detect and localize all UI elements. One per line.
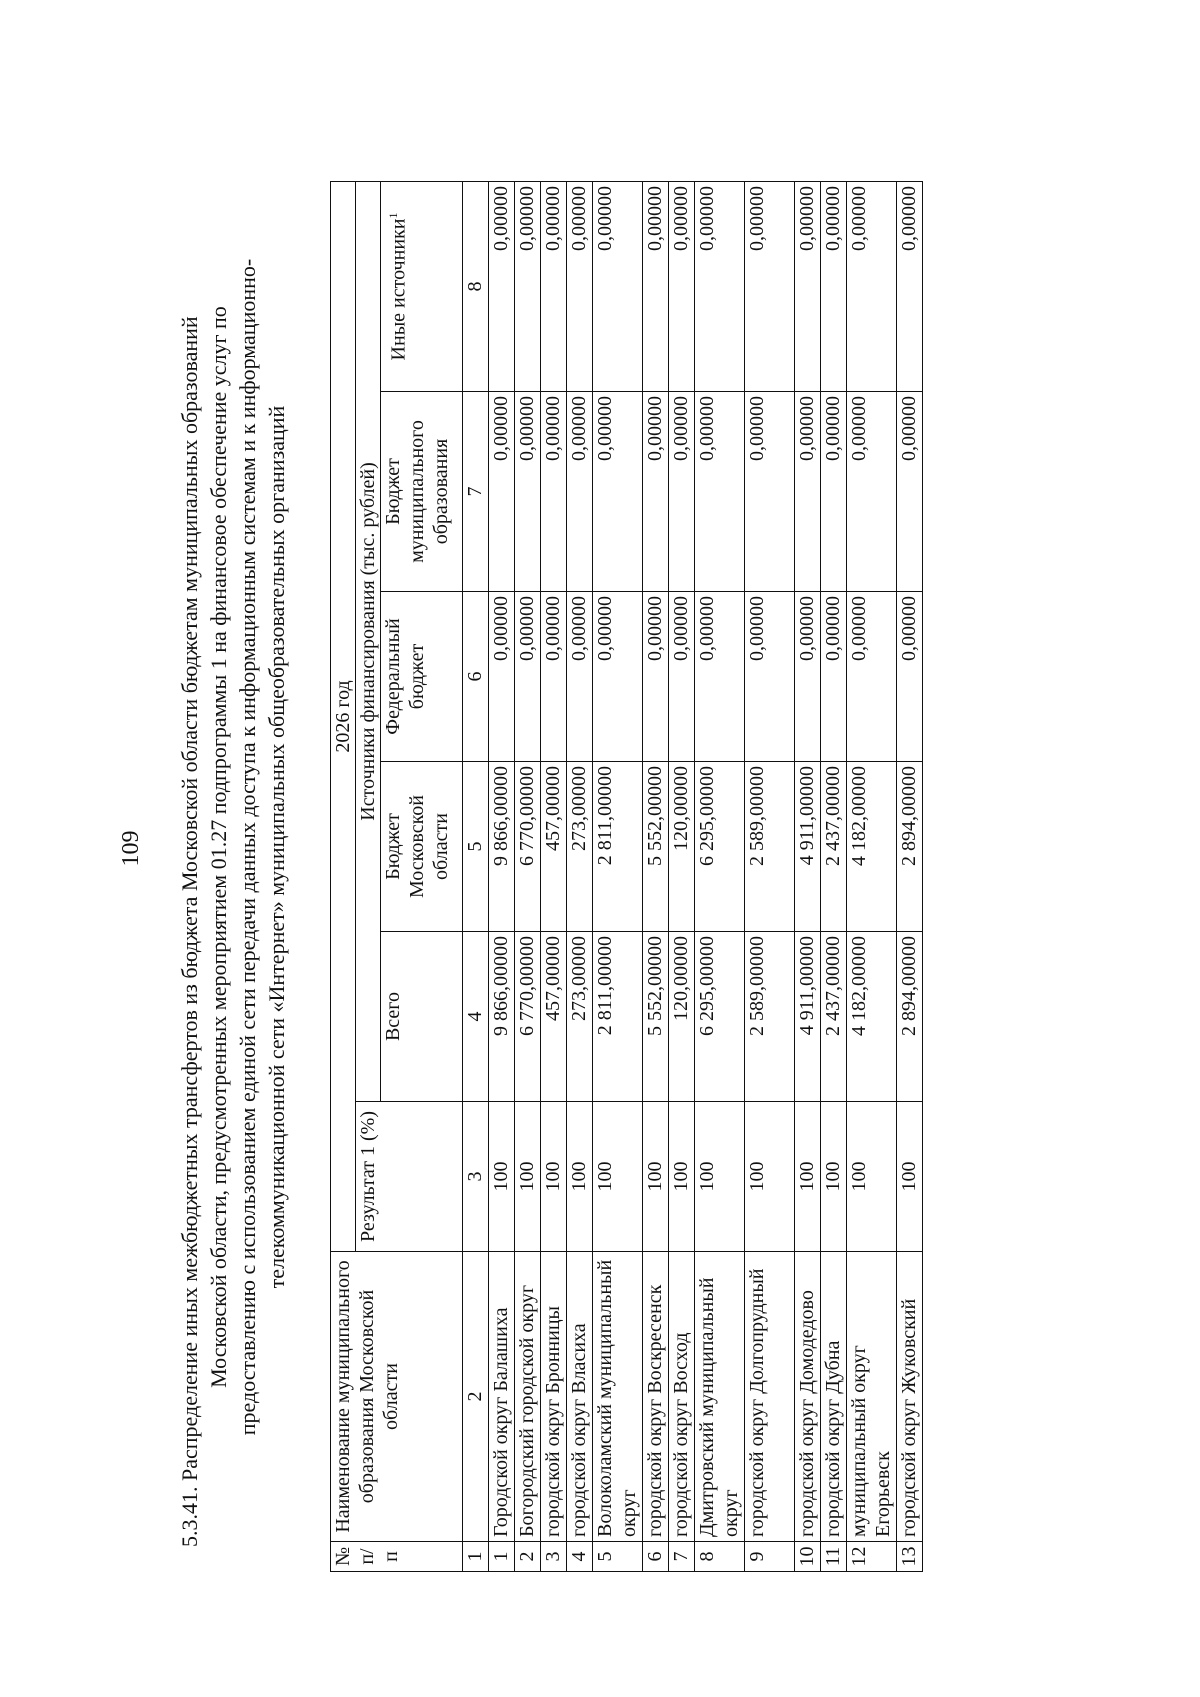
row-result: 100 <box>897 1102 923 1252</box>
row-other: 0,00000 <box>593 181 643 391</box>
document-heading <box>175 147 291 1547</box>
row-total: 5 552,00000 <box>643 932 669 1102</box>
row-other: 0,00000 <box>745 181 795 391</box>
heading-line: Московской области, предусмотренных мероприятием 01.27 подпрограммы 1 на финансовое обеспечение услуг по <box>206 306 231 1388</box>
table-row <box>489 181 515 1571</box>
row-total: 2 437,00000 <box>821 932 847 1102</box>
column-number: 2 <box>463 1252 489 1542</box>
row-other: 0,00000 <box>643 181 669 391</box>
row-name: Дмитровский муниципальный округ <box>695 1252 745 1542</box>
row-federal: 0,00000 <box>847 592 897 762</box>
row-federal: 0,00000 <box>489 592 515 762</box>
transfers-table <box>330 181 923 1572</box>
heading-line: телекоммуникационной сети «Интернет» муниципальных общеобразовательных организаций <box>264 405 289 1289</box>
column-number: 3 <box>463 1102 489 1252</box>
row-name: Волоколамский муниципальный округ <box>593 1252 643 1542</box>
row-num: 9 <box>745 1542 795 1572</box>
row-total: 2 811,00000 <box>593 932 643 1102</box>
row-num: 10 <box>795 1542 821 1572</box>
row-total: 6 770,00000 <box>515 932 541 1102</box>
heading-line: предоставлению с использованием единой сети передачи данных доступа к информационным системам и к информационно- <box>235 258 260 1436</box>
row-federal: 0,00000 <box>795 592 821 762</box>
header-sources: Источники финансирования (тыс. рублей) <box>356 181 381 1101</box>
row-total: 2 589,00000 <box>745 932 795 1102</box>
row-municipal: 0,00000 <box>643 392 669 592</box>
footnote-mark: 1 <box>386 212 400 219</box>
table-row <box>643 181 669 1571</box>
row-total: 120,00000 <box>669 932 695 1102</box>
column-number: 7 <box>463 392 489 592</box>
row-federal: 0,00000 <box>745 592 795 762</box>
row-municipal: 0,00000 <box>489 392 515 592</box>
row-total: 273,00000 <box>567 932 593 1102</box>
row-total: 4 182,00000 <box>847 932 897 1102</box>
row-result: 100 <box>567 1102 593 1252</box>
header-other-label: Иные источники <box>387 218 410 361</box>
row-num: 1 <box>489 1542 515 1572</box>
row-municipal: 0,00000 <box>669 392 695 592</box>
row-other: 0,00000 <box>541 181 567 391</box>
row-regional: 457,00000 <box>541 762 567 932</box>
row-result: 100 <box>593 1102 643 1252</box>
row-regional: 6 770,00000 <box>515 762 541 932</box>
row-name: городской округ Бронницы <box>541 1252 567 1542</box>
row-num: 11 <box>821 1542 847 1572</box>
row-result: 100 <box>695 1102 745 1252</box>
row-federal: 0,00000 <box>567 592 593 762</box>
table-row <box>745 181 795 1571</box>
table-row <box>821 181 847 1571</box>
row-regional: 120,00000 <box>669 762 695 932</box>
page-number: 109 <box>118 830 144 867</box>
row-municipal: 0,00000 <box>567 392 593 592</box>
row-name: городской округ Жуковский <box>897 1252 923 1542</box>
row-total: 9 866,00000 <box>489 932 515 1102</box>
row-regional: 6 295,00000 <box>695 762 745 932</box>
row-num: 13 <box>897 1542 923 1572</box>
header-total: Всего <box>381 932 463 1102</box>
row-result: 100 <box>669 1102 695 1252</box>
row-result: 100 <box>795 1102 821 1252</box>
row-municipal: 0,00000 <box>541 392 567 592</box>
row-result: 100 <box>515 1102 541 1252</box>
column-number: 4 <box>463 932 489 1102</box>
table-row <box>593 181 643 1571</box>
heading-line: 5.3.41. Распределение иных межбюджетных трансфертов из бюджета Московской области бюджетам муниципальных образований <box>177 316 202 1547</box>
row-result: 100 <box>643 1102 669 1252</box>
row-federal: 0,00000 <box>897 592 923 762</box>
row-municipal: 0,00000 <box>795 392 821 592</box>
row-regional: 2 589,00000 <box>745 762 795 932</box>
row-total: 2 894,00000 <box>897 932 923 1102</box>
row-federal: 0,00000 <box>643 592 669 762</box>
row-regional: 273,00000 <box>567 762 593 932</box>
row-federal: 0,00000 <box>695 592 745 762</box>
row-municipal: 0,00000 <box>695 392 745 592</box>
row-regional: 4 182,00000 <box>847 762 897 932</box>
header-regional: Бюджет Московской области <box>381 762 463 932</box>
row-federal: 0,00000 <box>821 592 847 762</box>
row-other: 0,00000 <box>515 181 541 391</box>
table-row <box>695 181 745 1571</box>
row-municipal: 0,00000 <box>847 392 897 592</box>
table-row <box>847 181 897 1571</box>
row-total: 457,00000 <box>541 932 567 1102</box>
row-result: 100 <box>489 1102 515 1252</box>
header-other <box>381 181 463 391</box>
row-other: 0,00000 <box>821 181 847 391</box>
column-number: 5 <box>463 762 489 932</box>
row-federal: 0,00000 <box>593 592 643 762</box>
table-row <box>795 181 821 1571</box>
row-name: городской округ Власиха <box>567 1252 593 1542</box>
row-num: 8 <box>695 1542 745 1572</box>
header-municipal: Бюджет муниципального образования <box>381 392 463 592</box>
row-result: 100 <box>821 1102 847 1252</box>
row-num: 6 <box>643 1542 669 1572</box>
row-num: 5 <box>593 1542 643 1572</box>
row-regional: 9 866,00000 <box>489 762 515 932</box>
row-federal: 0,00000 <box>669 592 695 762</box>
table-row <box>567 181 593 1571</box>
row-regional: 2 437,00000 <box>821 762 847 932</box>
header-name: Наименование муниципального образования Московской области <box>331 1252 463 1542</box>
row-result: 100 <box>745 1102 795 1252</box>
header-result: Результат 1 (%) <box>356 1102 463 1252</box>
row-name: городской округ Воскресенск <box>643 1252 669 1542</box>
row-name: городской округ Дубна <box>821 1252 847 1542</box>
row-federal: 0,00000 <box>541 592 567 762</box>
row-other: 0,00000 <box>567 181 593 391</box>
row-name: городской округ Домодедово <box>795 1252 821 1542</box>
column-number: 6 <box>463 592 489 762</box>
table-row <box>515 181 541 1571</box>
column-number: 1 <box>463 1542 489 1572</box>
row-name: городской округ Восход <box>669 1252 695 1542</box>
table-row <box>541 181 567 1571</box>
table-row <box>669 181 695 1571</box>
row-name: муниципальный округ Егорьевск <box>847 1252 897 1542</box>
row-municipal: 0,00000 <box>745 392 795 592</box>
row-result: 100 <box>847 1102 897 1252</box>
row-total: 6 295,00000 <box>695 932 745 1102</box>
row-name: Городской округ Балашиха <box>489 1252 515 1542</box>
row-other: 0,00000 <box>795 181 821 391</box>
header-federal: Федеральный бюджет <box>381 592 463 762</box>
row-regional: 5 552,00000 <box>643 762 669 932</box>
row-num: 7 <box>669 1542 695 1572</box>
row-other: 0,00000 <box>695 181 745 391</box>
row-other: 0,00000 <box>897 181 923 391</box>
row-num: 4 <box>567 1542 593 1572</box>
header-year: 2026 год <box>331 181 356 1251</box>
row-municipal: 0,00000 <box>515 392 541 592</box>
table-row <box>897 181 923 1571</box>
row-federal: 0,00000 <box>515 592 541 762</box>
row-other: 0,00000 <box>669 181 695 391</box>
row-num: 12 <box>847 1542 897 1572</box>
row-total: 4 911,00000 <box>795 932 821 1102</box>
row-other: 0,00000 <box>489 181 515 391</box>
row-regional: 2 811,00000 <box>593 762 643 932</box>
column-number: 8 <box>463 181 489 391</box>
row-num: 3 <box>541 1542 567 1572</box>
row-other: 0,00000 <box>847 181 897 391</box>
row-regional: 2 894,00000 <box>897 762 923 932</box>
row-name: городской округ Долгопрудный <box>745 1252 795 1542</box>
row-regional: 4 911,00000 <box>795 762 821 932</box>
row-result: 100 <box>541 1102 567 1252</box>
row-num: 2 <box>515 1542 541 1572</box>
header-num: № п/п <box>331 1542 463 1572</box>
row-municipal: 0,00000 <box>821 392 847 592</box>
row-municipal: 0,00000 <box>897 392 923 592</box>
row-municipal: 0,00000 <box>593 392 643 592</box>
row-name: Богородский городской округ <box>515 1252 541 1542</box>
